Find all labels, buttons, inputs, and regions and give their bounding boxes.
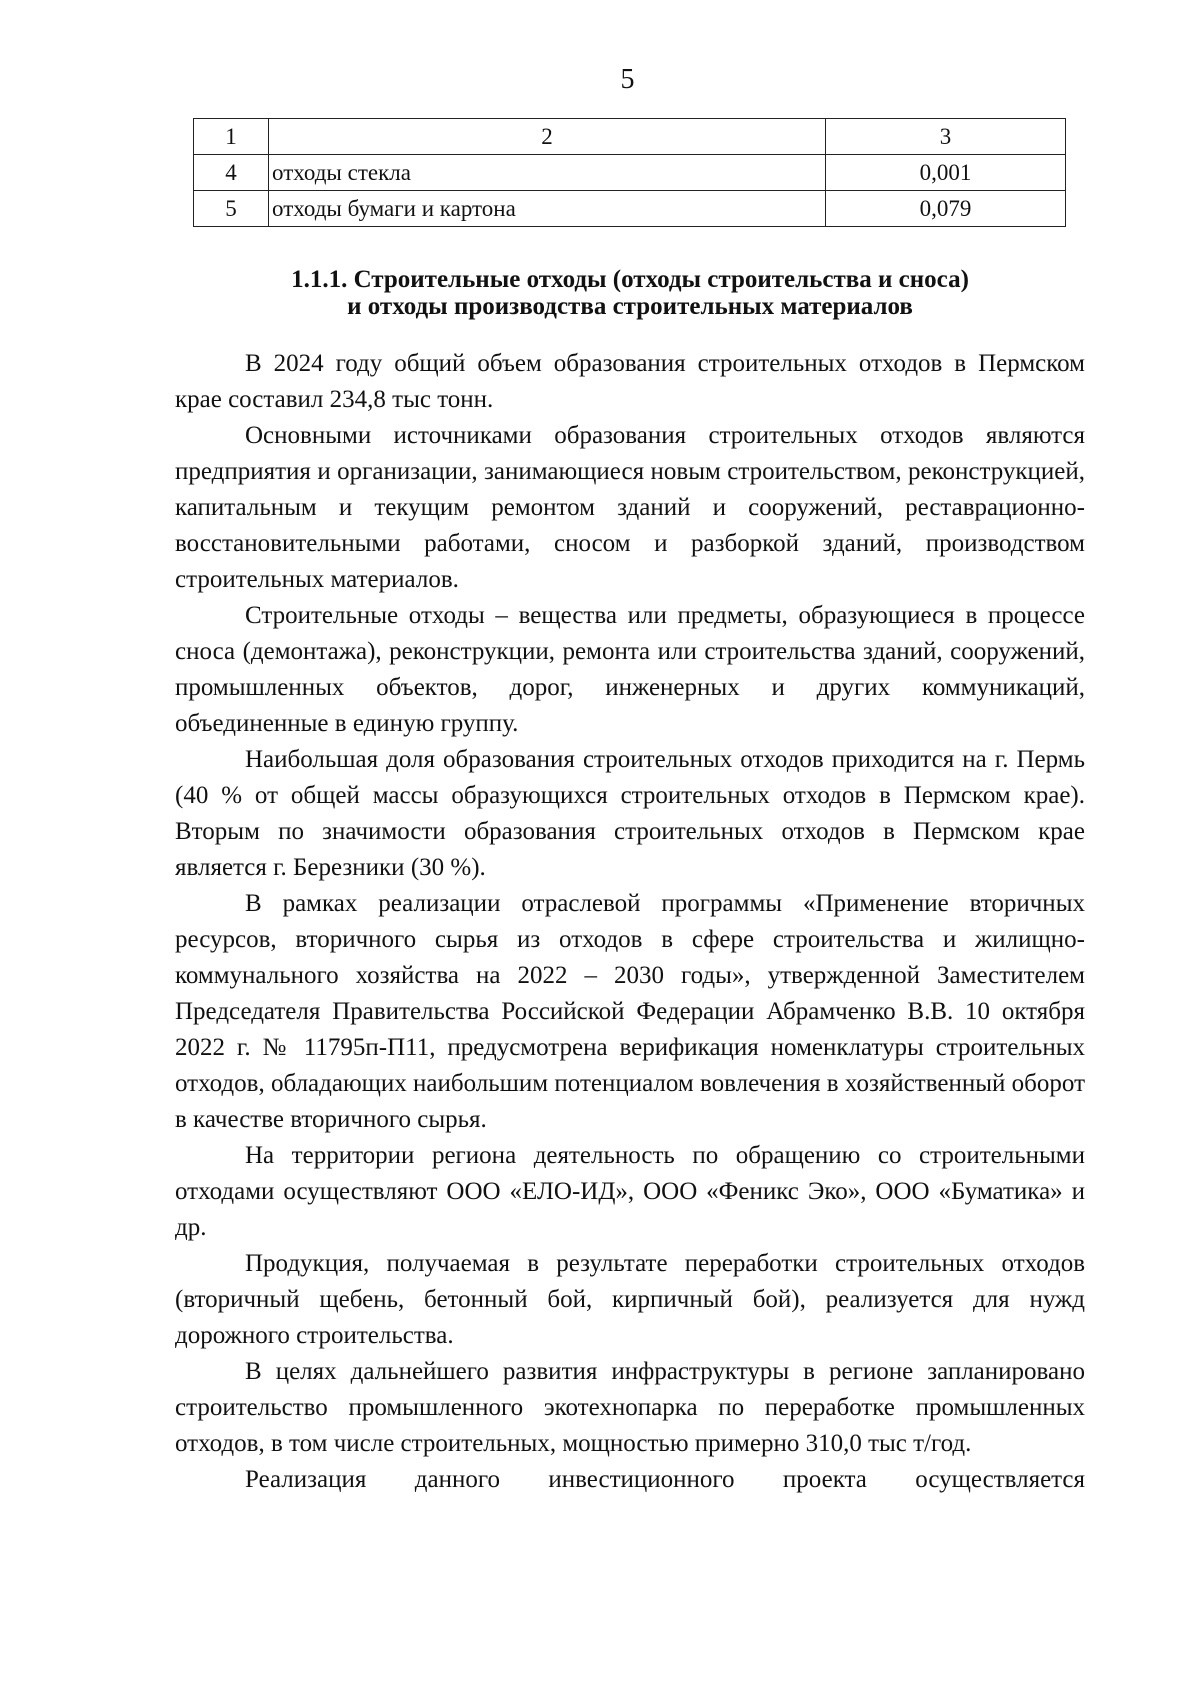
table-header-cell: 3 bbox=[826, 119, 1066, 155]
table-header-cell: 2 bbox=[269, 119, 826, 155]
waste-table bbox=[193, 118, 1066, 227]
table-row bbox=[194, 191, 1066, 227]
table-cell-value: 0,001 bbox=[826, 155, 1066, 191]
paragraph: На территории региона деятельность по обращению со строительными отходами осуществляют ООО «ЕЛО-ИД», ООО «Феникс Эко», ООО «Буматика» и др. bbox=[175, 1142, 1085, 1241]
section-heading bbox=[190, 266, 1070, 320]
paragraph: В рамках реализации отраслевой программы «Применение вторичных ресурсов, вторичного сырья из отходов в сфере строительства и жилищно-коммунального хозяйства на 2022 – 2030 годы», утвержденной Заместителем Председателя Правительства Российской Федерации Абрамченко В.В. 10 октября 2022 г. № 11795п-П11, предусмотрена верификация номенклатуры строительных отходов, обладающих наибольшим потенциалом вовлечения в хозяйственный оборот в качестве вторичного сырья. bbox=[175, 890, 1085, 1133]
paragraph: Наибольшая доля образования строительных отходов приходится на г. Пермь (40 % от общей массы образующихся строительных отходов в Пермском крае). Вторым по значимости образования строительных отходов в Пермском крае является г. Березники (30 %). bbox=[175, 746, 1085, 881]
table-cell-number: 4 bbox=[194, 155, 269, 191]
body-text bbox=[175, 346, 1085, 1498]
paragraph: Продукция, получаемая в результате переработки строительных отходов (вторичный щебень, бетонный бой, кирпичный бой), реализуется для нужд дорожного строительства. bbox=[175, 1250, 1085, 1349]
table-header-cell: 1 bbox=[194, 119, 269, 155]
table-cell-name: отходы стекла bbox=[269, 155, 826, 191]
page-number: 5 bbox=[620, 64, 635, 95]
paragraph: В целях дальнейшего развития инфраструктуры в регионе запланировано строительство промышленного экотехнопарка по переработке промышленных отходов, в том числе строительных, мощностью примерно 310,0 тыс т/год. bbox=[175, 1358, 1085, 1457]
table-row bbox=[194, 155, 1066, 191]
paragraph: Реализация данного инвестиционного проекта осуществляется bbox=[245, 1466, 1085, 1493]
paragraph: Основными источниками образования строительных отходов являются предприятия и организации, занимающиеся новым строительством, реконструкцией, капитальным и текущим ремонтом зданий и сооружений, реставрационно-восстановительными работами, сносом и разборкой зданий, производством строительных материалов. bbox=[175, 422, 1085, 593]
paragraph: Строительные отходы – вещества или предметы, образующиеся в процессе сноса (демонтажа), реконструкции, ремонта или строительства зданий, сооружений, промышленных объектов, дорог, инженерных и других коммуникаций, объединенные в единую группу. bbox=[175, 602, 1085, 737]
table-cell-value: 0,079 bbox=[826, 191, 1066, 227]
table-header-row bbox=[194, 119, 1066, 155]
section-heading-line: и отходы производства строительных материалов bbox=[347, 293, 913, 320]
section-heading-line: 1.1.1. Строительные отходы (отходы строительства и сноса) bbox=[291, 266, 969, 293]
table-cell-name: отходы бумаги и картона bbox=[269, 191, 826, 227]
table-cell-number: 5 bbox=[194, 191, 269, 227]
paragraph: В 2024 году общий объем образования строительных отходов в Пермском крае составил 234,8 тыс тонн. bbox=[175, 350, 1085, 413]
